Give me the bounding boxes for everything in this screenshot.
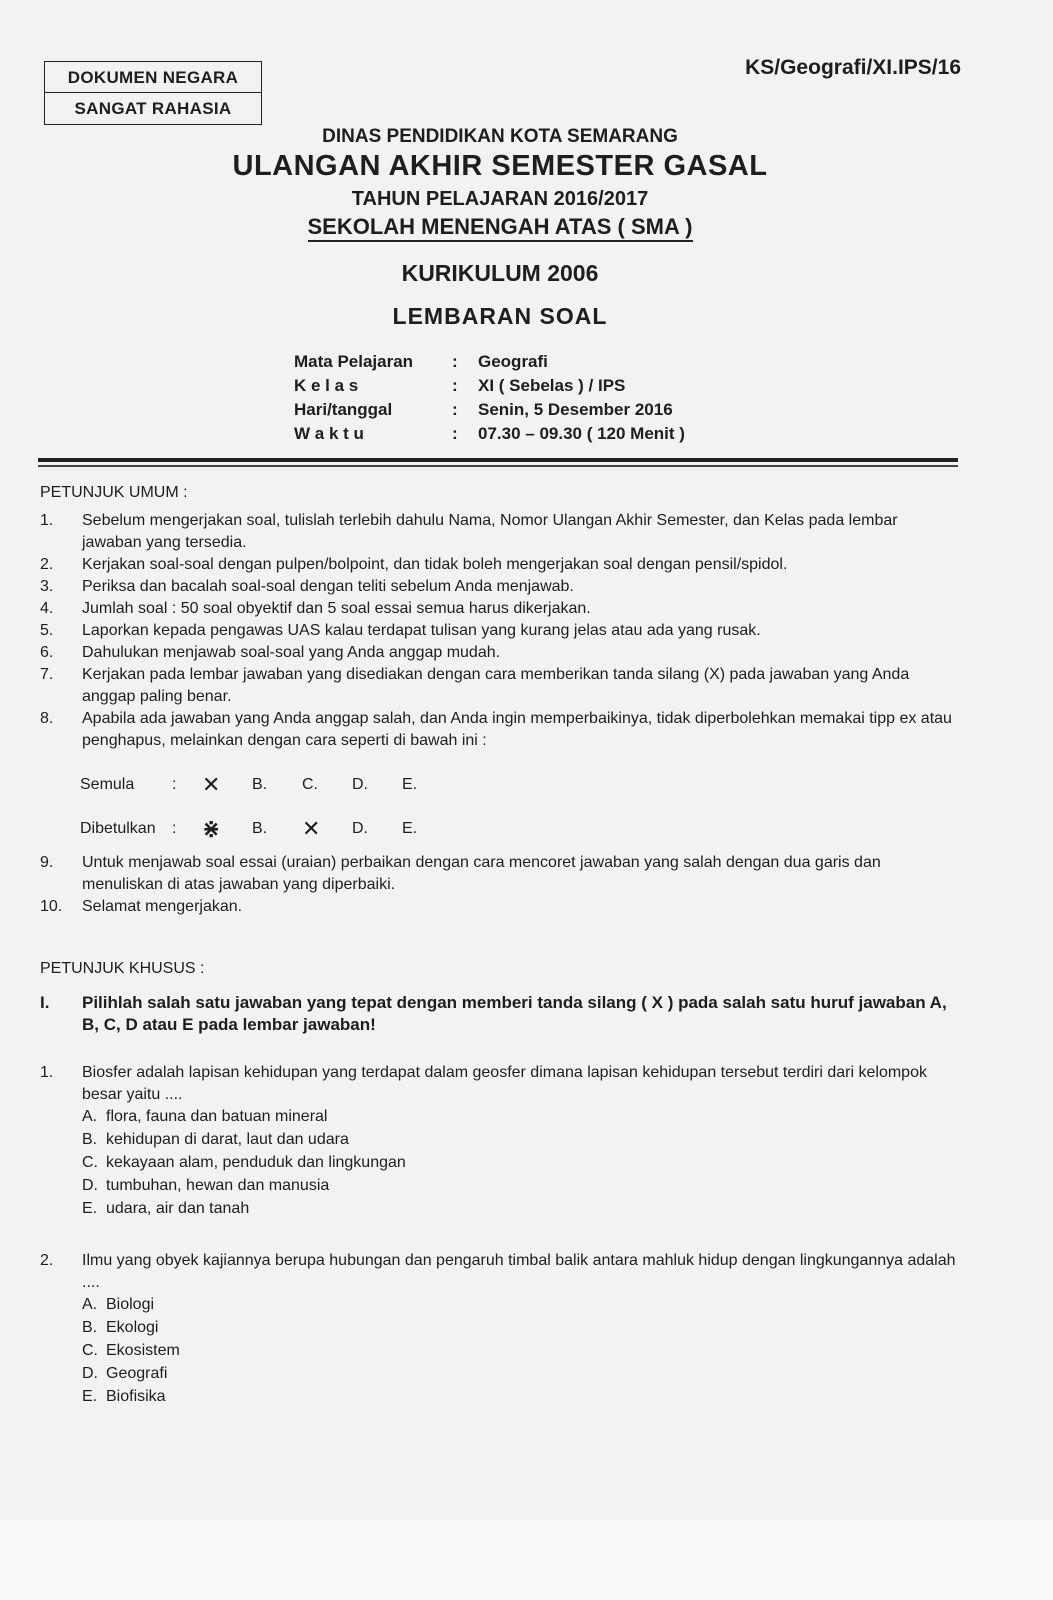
item-number: 1. — [40, 512, 54, 529]
example-label: Dibetulkan — [80, 820, 156, 837]
classification-line2: SANGAT RAHASIA — [74, 99, 232, 118]
meta-key: K e l a s — [294, 376, 359, 395]
item-number: 2. — [40, 556, 54, 573]
item-number: 10. — [40, 898, 63, 915]
exam-title: ULANGAN AKHIR SEMESTER GASAL — [232, 150, 768, 182]
list-item — [40, 852, 958, 896]
sheet-title: LEMBARAN SOAL — [392, 303, 608, 329]
instruction-text: Pilihlah salah satu jawaban yang tepat dengan memberi tanda silang ( X ) pada salah satu huruf jawaban A, B, C, D atau E pada lembar jawaban! — [82, 993, 947, 1034]
question-number: 2. — [40, 1252, 54, 1269]
meta-value: Geografi — [478, 352, 548, 371]
meta-row — [294, 400, 685, 424]
example-label: Semula — [80, 776, 135, 793]
option-letter: C. — [82, 1342, 98, 1359]
meta-colon: : — [452, 424, 458, 443]
curriculum-title: KURIKULUM 2006 — [401, 260, 599, 286]
question-stem — [40, 1250, 958, 1294]
meta-colon: : — [452, 376, 458, 395]
meta-row — [294, 376, 685, 400]
answer-option — [82, 1317, 958, 1340]
item-text: Selamat mengerjakan. — [82, 898, 243, 915]
instruction-number: I. — [40, 993, 50, 1012]
answer-options — [40, 1294, 958, 1409]
item-number: 7. — [40, 666, 54, 683]
item-text: Untuk menjawab soal essai (uraian) perbaikan dengan cara mencoret jawaban yang salah dengan dua garis dan menuliskan di atas jawaban yang diperbaiki. — [82, 854, 881, 893]
question-stem — [40, 1062, 958, 1106]
school-level-text: SEKOLAH MENENGAH ATAS ( SMA ) — [308, 214, 693, 242]
question-2 — [40, 1250, 958, 1409]
item-text: Sebelum mengerjakan soal, tulislah terlebih dahulu Nama, Nomor Ulangan Akhir Semester, dan Kelas pada lembar jawaban yang tersedia. — [82, 512, 898, 551]
special-instructions-title: PETUNJUK KHUSUS : — [40, 960, 205, 977]
item-text: Kerjakan pada lembar jawaban yang disediakan dengan cara memberikan tanda silang (X) pada jawaban yang Anda anggap paling benar. — [82, 666, 910, 705]
answer-option — [82, 1363, 958, 1386]
meta-row — [294, 352, 685, 376]
example-option: E. — [402, 776, 418, 793]
answer-option — [82, 1152, 958, 1175]
option-text: Ekologi — [106, 1319, 159, 1336]
option-text: kehidupan di darat, laut dan udara — [106, 1131, 349, 1148]
meta-value: 07.30 – 09.30 ( 120 Menit ) — [478, 424, 685, 443]
example-option: D. — [352, 776, 368, 793]
list-item — [40, 510, 958, 554]
item-text: Dahulukan menjawab soal-soal yang Anda anggap mudah. — [82, 644, 501, 661]
item-number: 3. — [40, 578, 54, 595]
option-letter: E. — [82, 1200, 98, 1217]
list-item — [40, 576, 958, 598]
item-number: 9. — [40, 854, 54, 871]
question-text: Ilmu yang obyek kajiannya berupa hubungan dan pengaruh timbal balik antara mahluk hidup dengan lingkungannya adalah .... — [82, 1252, 956, 1291]
special-instruction — [40, 992, 958, 1036]
list-item — [40, 642, 958, 664]
option-letter: D. — [82, 1365, 98, 1382]
item-number: 4. — [40, 600, 54, 617]
example-original — [80, 772, 452, 798]
example-option: B. — [252, 820, 268, 837]
document-code: KS/Geografi/XI.IPS/16 — [745, 56, 961, 79]
answer-option — [82, 1175, 958, 1198]
option-letter: A. — [82, 1108, 98, 1125]
item-text: Jumlah soal : 50 soal obyektif dan 5 soal essai semua harus dikerjakan. — [82, 600, 591, 617]
answer-options — [40, 1106, 958, 1221]
header-rule-thick — [38, 458, 958, 462]
meta-key: Mata Pelajaran — [294, 352, 414, 371]
meta-key: W a k t u — [294, 424, 364, 443]
item-text: Periksa dan bacalah soal-soal dengan teliti sebelum Anda menjawab. — [82, 578, 574, 595]
option-text: udara, air dan tanah — [106, 1200, 250, 1217]
option-letter: D. — [82, 1177, 98, 1194]
meta-value: Senin, 5 Desember 2016 — [478, 400, 673, 419]
general-instructions-title: PETUNJUK UMUM : — [40, 484, 188, 501]
meta-colon: : — [452, 352, 458, 371]
example-colon: : — [172, 776, 177, 793]
answer-option — [82, 1129, 958, 1152]
item-text: Laporkan kepada pengawas UAS kalau terdapat tulisan yang kurang jelas atau ada yang rusak. — [82, 622, 761, 639]
example-option: B. — [252, 776, 268, 793]
classification-line1: DOKUMEN NEGARA — [45, 62, 261, 93]
list-item — [40, 554, 958, 576]
option-letter: B. — [82, 1319, 98, 1336]
list-item — [40, 896, 958, 918]
general-instructions-list-continued — [40, 852, 958, 918]
example-option: D. — [352, 820, 368, 837]
option-text: flora, fauna dan batuan mineral — [106, 1108, 328, 1125]
list-item — [40, 708, 958, 752]
option-letter: E. — [82, 1388, 98, 1405]
agency-title: DINAS PENDIDIKAN KOTA SEMARANG — [322, 126, 678, 147]
answer-option — [82, 1294, 958, 1317]
option-text: Ekosistem — [106, 1342, 180, 1359]
option-text: Biologi — [106, 1296, 155, 1313]
cancelled-cross-icon: ⋇ — [202, 816, 221, 841]
list-item — [40, 620, 958, 642]
classification-box — [44, 61, 262, 125]
scan-margin — [0, 1520, 1053, 1600]
example-option: E. — [402, 820, 418, 837]
item-number: 6. — [40, 644, 54, 661]
item-text: Kerjakan soal-soal dengan pulpen/bolpoint, dan tidak boleh mengerjakan soal dengan pensil/spidol. — [82, 556, 788, 573]
option-text: Geografi — [106, 1365, 168, 1382]
general-instructions-list — [40, 510, 958, 752]
answer-option — [82, 1386, 958, 1409]
academic-year: TAHUN PELAJARAN 2016/2017 — [351, 188, 649, 210]
example-option: C. — [302, 776, 318, 793]
item-number: 5. — [40, 622, 54, 639]
crossed-answer-icon: ✕ — [302, 816, 321, 841]
example-colon: : — [172, 820, 177, 837]
question-number: 1. — [40, 1064, 54, 1081]
option-letter: A. — [82, 1296, 98, 1313]
meta-colon: : — [452, 400, 458, 419]
option-text: tumbuhan, hewan dan manusia — [106, 1177, 330, 1194]
example-corrected — [80, 816, 452, 842]
meta-row — [294, 424, 685, 448]
answer-option — [82, 1106, 958, 1129]
list-item — [40, 598, 958, 620]
item-text: Apabila ada jawaban yang Anda anggap salah, dan Anda ingin memperbaikinya, tidak diperbolehkan memakai tipp ex atau penghapus, melainkan dengan cara seperti di bawah ini : — [82, 710, 952, 749]
meta-key: Hari/tanggal — [294, 400, 393, 419]
answer-option — [82, 1198, 958, 1221]
exam-meta — [294, 352, 685, 448]
question-1 — [40, 1062, 958, 1221]
option-letter: C. — [82, 1154, 98, 1171]
option-text: kekayaan alam, penduduk dan lingkungan — [106, 1154, 406, 1171]
question-text: Biosfer adalah lapisan kehidupan yang terdapat dalam geosfer dimana lapisan kehidupan tersebut terdiri dari kelompok besar yaitu .... — [82, 1064, 927, 1103]
option-letter: B. — [82, 1131, 98, 1148]
answer-option — [82, 1340, 958, 1363]
option-text: Biofisika — [106, 1388, 166, 1405]
school-level — [0, 214, 1000, 240]
item-number: 8. — [40, 710, 54, 727]
meta-value: XI ( Sebelas ) / IPS — [478, 376, 626, 395]
crossed-answer-icon: ✕ — [202, 772, 221, 797]
list-item — [40, 664, 958, 708]
header-rule-thin — [38, 465, 958, 467]
